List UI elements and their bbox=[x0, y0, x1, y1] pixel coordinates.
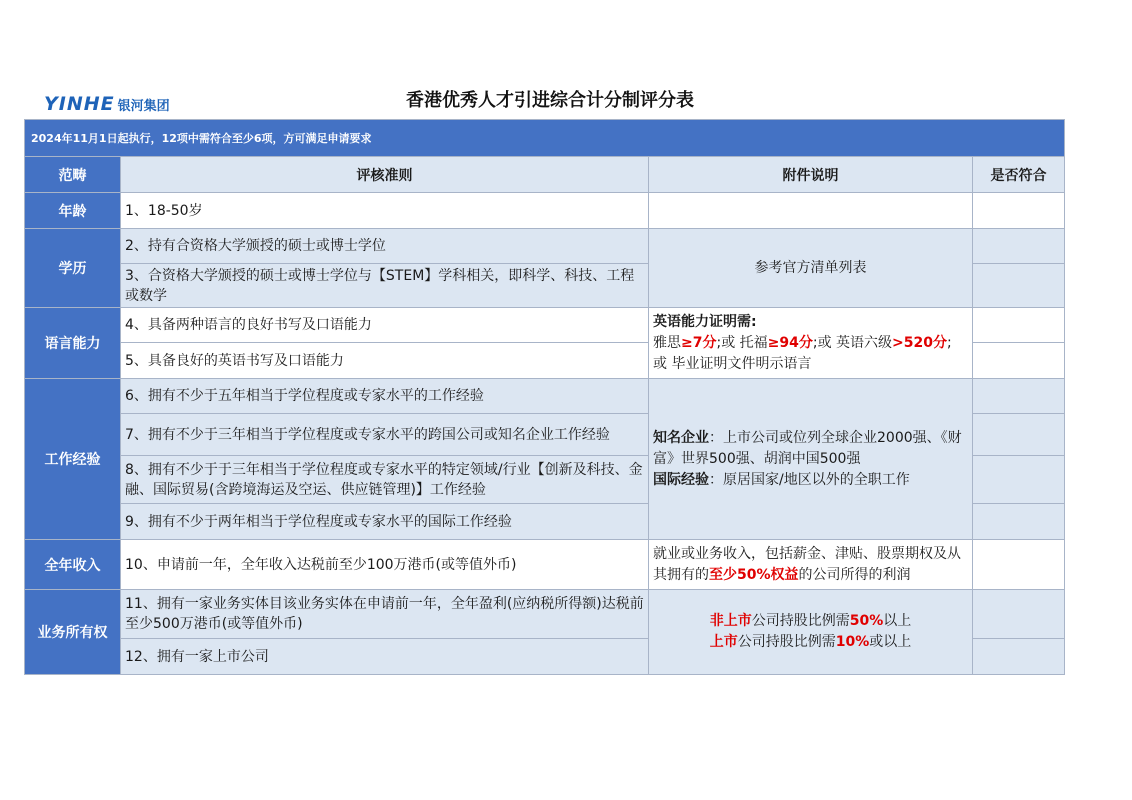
check-cell-7[interactable] bbox=[973, 414, 1065, 456]
criterion-12: 12、拥有一家上市公司 bbox=[121, 639, 649, 675]
check-cell-4[interactable] bbox=[973, 308, 1065, 343]
criterion-5: 5、具备良好的英语书写及口语能力 bbox=[121, 343, 649, 379]
criterion-1: 1、18-50岁 bbox=[121, 193, 649, 229]
check-cell-12[interactable] bbox=[973, 639, 1065, 675]
criterion-6: 6、拥有不少于五年相当于学位程度或专家水平的工作经验 bbox=[121, 379, 649, 414]
criterion-2: 2、持有合资格大学颁授的硕士或博士学位 bbox=[121, 229, 649, 264]
header-compliant: 是否符合 bbox=[973, 157, 1065, 193]
criterion-7: 7、拥有不少于三年相当于学位程度或专家水平的跨国公司或知名企业工作经验 bbox=[121, 414, 649, 456]
category-work: 工作经验 bbox=[25, 379, 121, 540]
criterion-11: 11、拥有一家业务实体目该业务实体在申请前一年，全年盈利(应纳税所得额)达税前至少500万港币(或等值外币) bbox=[121, 590, 649, 639]
category-language: 语言能力 bbox=[25, 308, 121, 379]
check-cell-1[interactable] bbox=[973, 193, 1065, 229]
check-cell-9[interactable] bbox=[973, 504, 1065, 540]
category-business: 业务所有权 bbox=[25, 590, 121, 675]
header-category: 范畴 bbox=[25, 157, 121, 193]
category-income: 全年收入 bbox=[25, 540, 121, 590]
table-row bbox=[25, 590, 1065, 639]
check-cell-6[interactable] bbox=[973, 379, 1065, 414]
note-work bbox=[649, 379, 973, 540]
criterion-9: 9、拥有不少于两年相当于学位程度或专家水平的国际工作经验 bbox=[121, 504, 649, 540]
note-age bbox=[649, 193, 973, 229]
header-notes: 附件说明 bbox=[649, 157, 973, 193]
note-education: 参考官方清单列表 bbox=[649, 229, 973, 308]
company-logo bbox=[44, 92, 170, 116]
logo-mark: YINHE bbox=[44, 93, 115, 115]
table-row bbox=[25, 379, 1065, 414]
criterion-8: 8、拥有不少于于三年相当于学位程度或专家水平的特定领域/行业【创新及科技、金融、国际贸易(含跨境海运及空运、供应链管理)】工作经验 bbox=[121, 456, 649, 504]
category-education: 学历 bbox=[25, 229, 121, 308]
criterion-3: 3、合资格大学颁授的硕士或博士学位与【STEM】学科相关，即科学、科技、工程或数学 bbox=[121, 264, 649, 308]
category-age: 年龄 bbox=[25, 193, 121, 229]
table-row bbox=[25, 229, 1065, 264]
language-note-alt: 或 毕业证明文件明示语言 bbox=[653, 355, 812, 372]
header-criteria: 评核准则 bbox=[121, 157, 649, 193]
check-cell-10[interactable] bbox=[973, 540, 1065, 590]
check-cell-8[interactable] bbox=[973, 456, 1065, 504]
table-row bbox=[25, 540, 1065, 590]
criterion-4: 4、具备两种语言的良好书写及口语能力 bbox=[121, 308, 649, 343]
check-cell-2[interactable] bbox=[973, 229, 1065, 264]
table-row bbox=[25, 193, 1065, 229]
logo-name: 银河集团 bbox=[117, 98, 170, 114]
work-note-intl: 国际经验：原居国家/地区以外的全职工作 bbox=[653, 471, 910, 488]
work-note-famous: 知名企业：上市公司或位列全球企业2000强、《财富》世界500强、胡润中国500强 bbox=[653, 429, 962, 467]
language-note-scores: 雅思≥7分;或 托福≥94分;或 英语六级>520分; bbox=[653, 334, 952, 351]
business-note-listed: 上市公司持股比例需10%或以上 bbox=[709, 634, 912, 650]
language-note-heading: 英语能力证明需: bbox=[653, 313, 757, 330]
page-title: 香港优秀人才引进综合计分制评分表 bbox=[406, 90, 694, 111]
criterion-10: 10、申请前一年，全年收入达税前至少100万港币(或等值外币) bbox=[121, 540, 649, 590]
check-cell-5[interactable] bbox=[973, 343, 1065, 379]
note-income: 就业或业务收入，包括薪金、津贴、股票期权及从其拥有的至少50%权益的公司所得的利润 bbox=[649, 540, 973, 590]
business-note-unlisted: 非上市公司持股比例需50%以上 bbox=[709, 613, 912, 629]
check-cell-11[interactable] bbox=[973, 590, 1065, 639]
table-row bbox=[25, 308, 1065, 343]
note-language bbox=[649, 308, 973, 379]
check-cell-3[interactable] bbox=[973, 264, 1065, 308]
note-business bbox=[649, 590, 973, 675]
scoring-table bbox=[24, 119, 1065, 675]
banner-notice: 2024年11月1日起执行，12项中需符合至少6项，方可满足申请要求 bbox=[25, 120, 1065, 157]
